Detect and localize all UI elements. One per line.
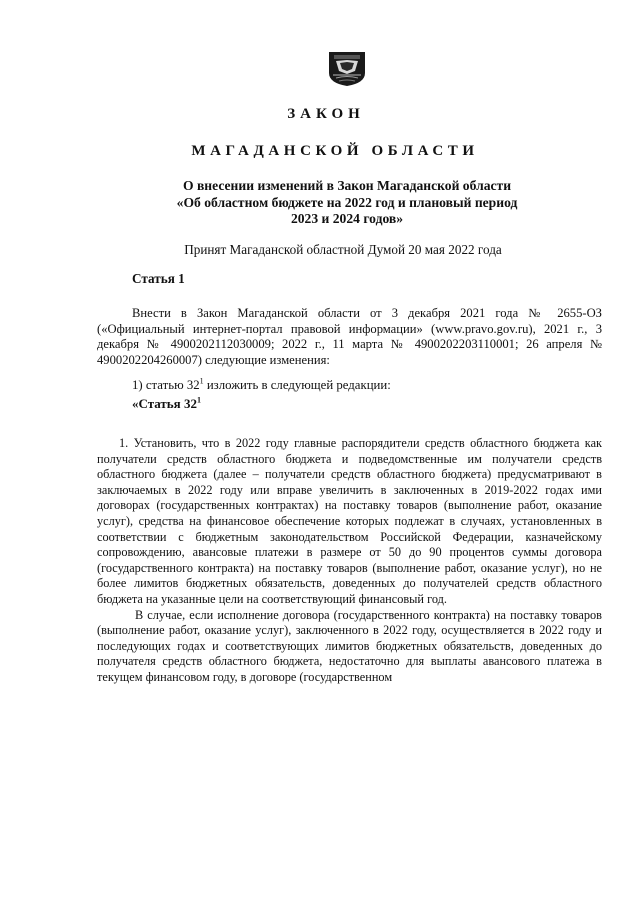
point-superscript: 1 (199, 376, 204, 386)
point-rest: изложить в следующей редакции: (203, 378, 391, 392)
law-heading: ЗАКОН (287, 106, 365, 122)
article-heading: Статья 1 (132, 271, 185, 286)
point-text: 1) статью 32 (132, 378, 200, 392)
article-32-superscript: 1 (196, 395, 201, 405)
law-title-line: «Об областном бюджете на 2022 год и плановый период (176, 194, 518, 210)
article-32-text: «Статья 32 (132, 396, 197, 411)
coat-of-arms-icon (328, 51, 366, 87)
law-title (112, 178, 582, 228)
adoption-note: Принят Магаданской областной Думой 20 мая 2022 года (184, 242, 502, 257)
article-body (97, 436, 602, 686)
body-paragraph-1: 1. Установить, что в 2022 году главные распорядители средств областного бюджета как получатели средств областного бюджета и подведомственные им получатели средств областного бюджета (далее – получатели средств областного бюджета) предусматривают в заключаемых в 2022 году или вправе увеличить в заключенных в 2019-2022 годах ими договорах (государственных контрактах) на поставку товаров (выполнение работ, оказание услуг), средства на финансовое обеспечение которых подлежат в случаях, установленных в соответствии с бюджетным законодательством Российской Федерации, казначейскому сопровождению, авансовые платежи в размере от 50 до 90 процентов суммы договора (государственного контракта) на поставку товаров (выполнение работ, оказание услуг), но не более лимитов бюджетных обязательств, доведенных до получателей средств областного бюджета на указанные цели на соответствующий финансовый год. (97, 436, 602, 606)
law-title-line: 2023 и 2024 годов» (290, 211, 404, 226)
intro-text: Внести в Закон Магаданской области от 3 декабря 2021 года № 2655-ОЗ («Официальный интернет-портал правовой информации» (www.pravo.gov.ru), 2021 г., 3 декабря № 4900202112030009; 2022 г., 11 марта № 4900202203110001; 26 апреля № 4900202204260007) следующие изменения: (97, 306, 602, 367)
article-32-heading (132, 396, 201, 412)
law-title-line: О внесении изменений в Закон Магаданской области (182, 178, 512, 193)
amendment-point-1 (132, 378, 391, 393)
intro-paragraph (97, 306, 602, 368)
body-paragraph-2: В случае, если исполнение договора (государственного контракта) на поставку товаров (выполнение работ, оказание услуг), заключенного в 2022 году, осуществляется в 2022 году и последующих годах и соответствующих лимитов бюджетных обязательств, доведенных до получателя средств областного бюджета, недостаточно для выплаты авансового платежа в текущем финансовом году, в договоре (государственном (97, 607, 602, 684)
region-heading: МАГАДАНСКОЙ ОБЛАСТИ (191, 143, 479, 159)
